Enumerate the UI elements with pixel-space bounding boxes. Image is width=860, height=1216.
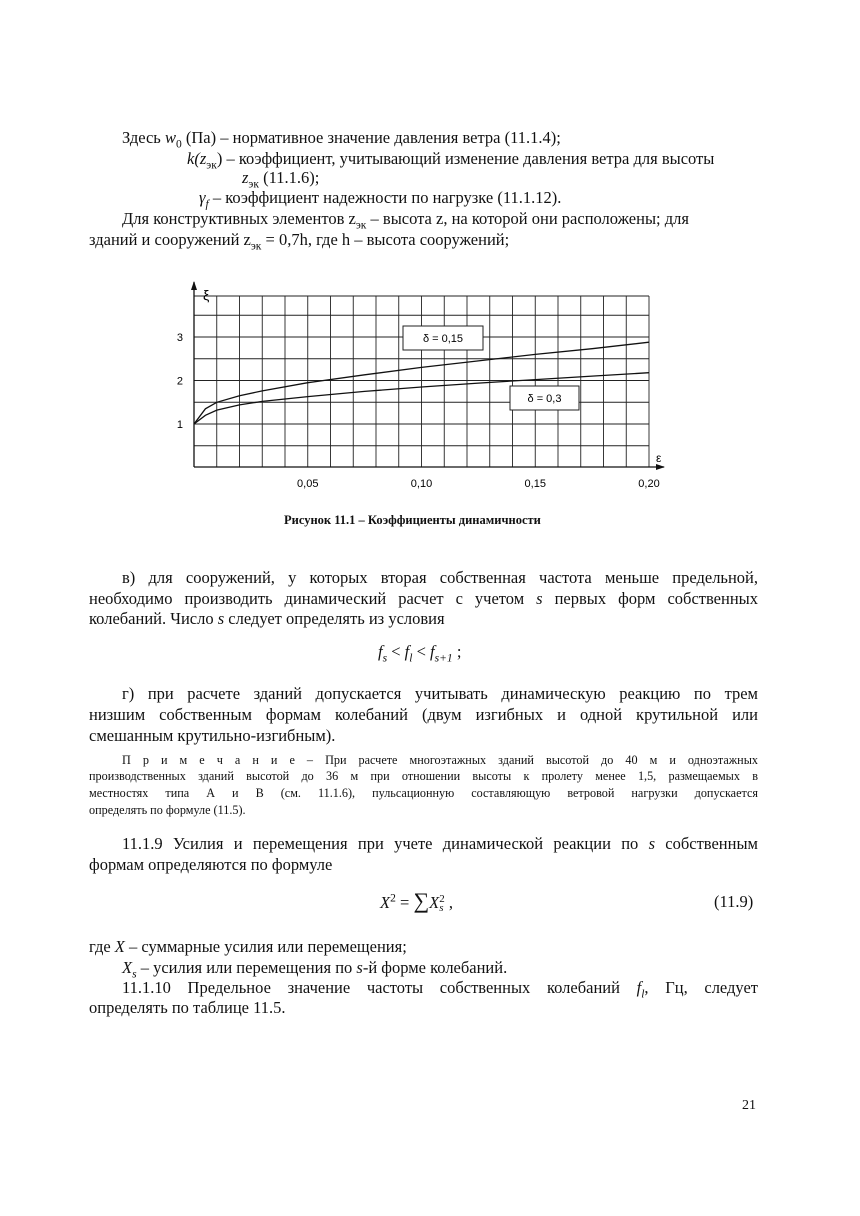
intro-line-5: Для конструктивных элементов $z_{эк}$ – высота z, на которой они расположены; для (122, 209, 689, 232)
x-tick-label: 0,15 (524, 478, 546, 490)
intro-line-1: Здесь $w_0$ (Па) – нормативное значение давления ветра (11.1.4); (122, 128, 561, 151)
page-number: 21 (742, 1098, 756, 1113)
formula-frequency-condition: $f_s < f_l < f_{s+1}$ ; (378, 642, 462, 665)
chart-series-labels (403, 326, 579, 410)
note-line-1: П р и м е ч а н и е – При расчете многоэтажных зданий высотой до 40 м и одноэтажных (122, 753, 758, 767)
formula-sum-squares: $X^2 = \sum X$ 2 s , (380, 888, 453, 915)
y-tick-label: 3 (176, 332, 183, 344)
figure-caption: Рисунок 11.1 – Коэффициенты динамичности (284, 513, 541, 527)
dynamic-coefficient-chart (0, 0, 860, 520)
para-g-line-1: г) при расчете зданий допускается учитывать динамическую реакцию по трем (122, 684, 758, 703)
para-11110-line-1: 11.1.10 Предельное значение частоты собственных колебаний $f_l$, Гц, следует (122, 978, 758, 1001)
x-tick-label: 0,10 (410, 478, 433, 490)
para-v-line-2: необходимо производить динамический расчет с учетом s первых форм собственных (89, 589, 758, 608)
note-line-3: местностях типа А и В (см. 11.1.6), пульсационную составляющую ветровой нагрузки допускается (89, 786, 758, 800)
para-v-line-1: в) для сооружений, у которых вторая собственная частота меньше предельной, (122, 568, 758, 587)
intro-line-2: $k(z_{эк})$ – коэффициент, учитывающий изменение давления ветра для высоты (187, 149, 715, 172)
y-axis-label: ξ (203, 287, 210, 303)
para-g-line-3: смешанным крутильно-изгибным). (89, 726, 336, 745)
intro-line-6: зданий и сооружений $z_{эк} = 0,7h$, где h – высота сооружений; (89, 230, 510, 253)
note-line-4: определять по формуле (11.5). (89, 803, 246, 817)
chart-grid (194, 296, 649, 467)
y-axis-arrow (191, 281, 197, 290)
where-line-1: где X – суммарные усилия или перемещения; (89, 937, 407, 956)
intro-line-3: $z_{эк}$ (11.1.6); (242, 168, 320, 191)
x-tick-label: 0,05 (297, 478, 319, 490)
para-g-line-2: низшим собственным формам колебаний (двум изгибных и одной крутильной или (89, 705, 758, 724)
x-axis-label: ε (656, 451, 662, 465)
series-label: δ = 0,15 (422, 333, 464, 345)
chart-ticks (177, 332, 660, 490)
para-1119-line-1: 11.1.9 Усилия и перемещения при учете динамической реакции по s собственным (122, 834, 758, 853)
y-tick-label: 2 (176, 375, 183, 388)
x-tick-label: 0,20 (638, 478, 660, 490)
para-v-line-3: колебаний. Число s следует определять из условия (89, 609, 445, 628)
y-tick-label: 1 (176, 419, 183, 431)
note-line-2: производственных зданий высотой до 36 м при отношении высоты к пролету менее 1,5, размещаемых в (89, 769, 758, 783)
para-11110-line-2: определять по таблице 11.5. (89, 998, 286, 1017)
series-label: δ = 0,3 (527, 393, 562, 405)
where-line-2: $X_s$ – усилия или перемещения по s-й форме колебаний. (122, 958, 508, 981)
formula-number: (11.9) (714, 892, 754, 911)
intro-line-4: $\gamma_f$ – коэффициент надежности по нагрузке (11.1.12). (199, 188, 562, 211)
para-1119-line-2: формам определяются по формуле (89, 855, 333, 874)
